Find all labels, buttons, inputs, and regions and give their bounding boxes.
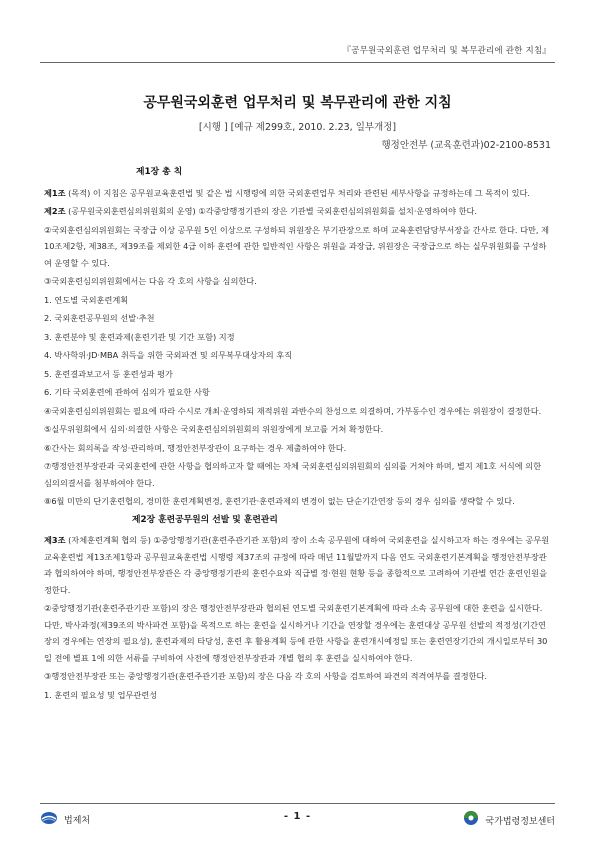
article-2 [44, 203, 551, 220]
paragraph: ③행정안전부장관 또는 중앙행정기관(훈련주관기관 포함)의 장은 다음 각 호의 사항을 검토하여 파견의 적격여부를 결정한다. [44, 671, 488, 681]
article-number: 제2조 [44, 206, 66, 216]
article-text: (자체훈련계획 협의 등) ①중앙행정기관(훈련주관기관 포함)의 장이 소속 공무원에 대하여 국외훈련을 실시하고자 하는 경우에는 공무원교육훈련법 제13조제1항과 공무원교육훈련법 시행령 제37조의 규정에 따라 매년 11월말까지 다음 연도 국외훈련기본계획을 행정안전부장관과 협의하여야 하며, 행정안전부장관은 각 중앙행정기관의 훈련수요와 직급별 정·현원 현황 등을 종합적으로 고려하여 기관별 연간 훈련인원을 정한다. [44, 535, 550, 595]
paragraph: ⑤실무위원회에서 심의·의결한 사항은 국외훈련심의위원회의 위원장에게 보고를 거쳐 확정한다. [44, 424, 384, 434]
chapter-2-heading: 제2장 훈련공무원의 선발 및 훈련관리 [132, 514, 278, 525]
document-body [44, 162, 551, 705]
paragraph: ⑥간사는 회의록을 작성·관리하며, 행정안전부장관이 요구하는 경우 제출하여야 한다. [44, 442, 347, 453]
ministry-contact: 행정안전부 (교육훈련과)02-2100-8531 [381, 140, 551, 151]
enactment-info: [시행 ] [예규 제299호, 2010. 2.23, 일부개정] [198, 122, 397, 133]
list-item: 3. 훈련분야 및 훈련과제(훈련기관 및 기간 포함) 지정 [44, 331, 235, 342]
list-item: 4. 박사학위·JD·MBA 취득을 위한 국외파견 및 의무복무대상자의 후직 [44, 350, 293, 360]
footer-divider [40, 803, 555, 804]
running-header: 『공무원국외훈련 업무처리 및 복무관리에 관한 지침』 [342, 46, 551, 56]
law-center-logo-icon [463, 810, 479, 830]
list-item: 5. 훈련결과보고서 등 훈련성과 평가 [44, 368, 173, 379]
article-number: 제1조 [44, 187, 66, 198]
list-item: 1. 훈련의 필요성 및 업무관련성 [44, 689, 158, 700]
paragraph: ③국외훈련심의위원회에서는 다음 각 호의 사항을 심의한다. [44, 276, 257, 286]
list-item: 6. 기타 국외훈련에 관하여 심의가 필요한 사항 [44, 387, 210, 397]
page-footer [40, 808, 555, 828]
chapter-1-heading: 제1장 총 칙 [136, 167, 183, 177]
page-number: - 1 - [283, 811, 312, 822]
article-text: (목적) 이 지침은 공무원교육훈련법 및 같은 법 시행령에 의한 국외훈련업무 처리와 관련된 세부사항을 규정하는데 그 목적이 있다. [65, 187, 531, 198]
footer-right-label: 국가법령정보센터 [485, 816, 555, 827]
paragraph: ②국외훈련심의위원회는 국장급 이상 공무원 5인 이상으로 구성하되 위원장은 부기관장으로 하며 교육훈련담당부서장을 간사로 한다. 다만, 제10조제2항, 제38조, 제39조를 제외한 4급 이하 훈련에 관한 일반적인 사항은 위원을 과장급, 위원장은 국장급으로 하는 실무위원회를 구성하여 운영할 수 있다. [44, 224, 550, 268]
paragraph: ⑧6월 미만의 단기훈련협의, 경미한 훈련계획변경, 훈련기관·훈련과제의 변경이 없는 단순기간연장 등의 경우 심의를 생략할 수 있다. [44, 496, 515, 506]
article-3 [44, 532, 551, 598]
article-text: (공무원국외훈련심의위원회의 운영) ①각중앙행정기관의 장은 기관별 국외훈련심의위원회를 설치·운영하여야 한다. [65, 206, 477, 216]
paragraph: ④국외훈련심의위원회는 필요에 따라 수시로 개최·운영하되 재적위원 과반수의 찬성으로 의결하며, 가부동수인 경우에는 위원장이 결정한다. [44, 405, 542, 416]
list-item: 2. 국외훈련공무원의 선발·추천 [44, 313, 155, 323]
list-item: 1. 연도별 국외훈련계획 [44, 294, 129, 305]
header-divider [40, 62, 555, 63]
footer-left-label: 법제처 [64, 816, 91, 826]
footer-right [463, 810, 555, 830]
paragraph: ②중앙행정기관(훈련주관기관 포함)의 장은 행정안전부장관과 협의된 연도별 국외훈련기본계획에 따라 소속 공무원에 대한 훈련을 실시한다. 다만, 박사과정(제39조의 박사파견 포함)을 목적으로 하는 훈련을 실시하거나 기간을 연장할 경우에는 훈련대상 공무원 선발의 적정성(기간연장의 경우에는 연장의 필요성), 훈련과제의 타당성, 훈련 후 활용계획 등에 관한 사항을 훈련개시예정일 또는 훈련연장기간의 개시일로부터 30일 전에 별표 1에 의한 서류를 구비하여 사전에 행정안전부장관과 개별 협의 후 훈련을 실시하여야 한다. [44, 603, 548, 663]
paragraph: ⑦행정안전부장관과 국외훈련에 관한 사항을 협의하고자 할 때에는 자체 국외훈련심의위원회의 심의를 거쳐야 하며, 별지 제1호 서식에 의한 심의의결서를 첨부하여야 한다. [44, 461, 542, 488]
document-title: 공무원국외훈련 업무처리 및 복무관리에 관한 지침 [143, 95, 452, 111]
article-number: 제3조 [44, 535, 66, 545]
article-1 [44, 185, 551, 202]
